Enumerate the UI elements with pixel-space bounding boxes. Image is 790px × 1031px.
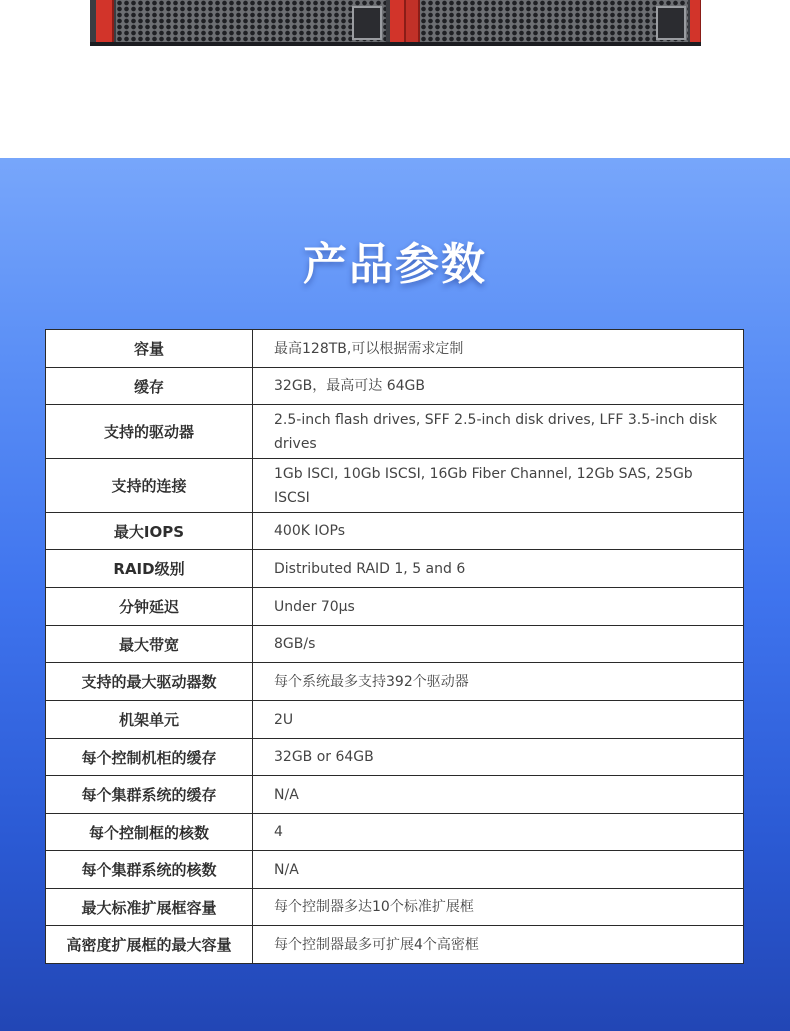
server-drive-bay-left xyxy=(116,0,386,42)
server-red-handle xyxy=(690,0,701,42)
spec-value: N/A xyxy=(253,776,744,814)
table-row xyxy=(46,626,744,663)
spec-value: 4 xyxy=(253,814,744,851)
spec-label: 每个控制机柜的缓存 xyxy=(46,739,253,776)
table-row xyxy=(46,926,744,964)
spec-value: 400K IOPs xyxy=(253,513,744,550)
table-row xyxy=(46,513,744,550)
table-row xyxy=(46,739,744,776)
spec-label: 容量 xyxy=(46,330,253,368)
spec-value: 2U xyxy=(253,701,744,739)
table-row xyxy=(46,368,744,405)
spec-label: 支持的连接 xyxy=(46,459,253,513)
section-title: 产品参数 xyxy=(303,239,487,290)
table-row xyxy=(46,776,744,814)
power-socket-icon xyxy=(656,6,686,40)
spec-label: 最大标准扩展框容量 xyxy=(46,889,253,926)
server-red-handle xyxy=(96,0,114,42)
spec-label: 支持的最大驱动器数 xyxy=(46,663,253,701)
spec-value: Distributed RAID 1, 5 and 6 xyxy=(253,550,744,588)
spec-table xyxy=(45,329,744,964)
table-row xyxy=(46,550,744,588)
server-drive-bay-right xyxy=(420,0,688,42)
spec-label: 每个控制框的核数 xyxy=(46,814,253,851)
spec-value: 最高128TB,可以根据需求定制 xyxy=(253,330,744,368)
table-row xyxy=(46,701,744,739)
spec-value: 32GB or 64GB xyxy=(253,739,744,776)
table-row xyxy=(46,588,744,626)
table-row xyxy=(46,814,744,851)
spec-value: 32GB，最高可达 64GB xyxy=(253,368,744,405)
table-row xyxy=(46,330,744,368)
power-socket-icon xyxy=(352,6,382,40)
spec-label: 分钟延迟 xyxy=(46,588,253,626)
server-red-handle xyxy=(390,0,406,42)
table-row xyxy=(46,851,744,889)
spec-label: 每个集群系统的缓存 xyxy=(46,776,253,814)
spec-label: 支持的驱动器 xyxy=(46,405,253,459)
table-row xyxy=(46,663,744,701)
spec-value: 每个系统最多支持392个驱动器 xyxy=(253,663,744,701)
spec-label: RAID级别 xyxy=(46,550,253,588)
spec-value: 每个控制器最多可扩展4个高密框 xyxy=(253,926,744,964)
spec-value: 每个控制器多达10个标准扩展框 xyxy=(253,889,744,926)
spec-value: Under 70μs xyxy=(253,588,744,626)
server-chassis-image xyxy=(90,0,701,46)
server-red-handle xyxy=(406,0,420,42)
spec-label: 最大带宽 xyxy=(46,626,253,663)
spec-value: 8GB/s xyxy=(253,626,744,663)
top-white-area xyxy=(0,0,790,158)
table-row xyxy=(46,405,744,459)
spec-value: N/A xyxy=(253,851,744,889)
spec-label: 最大IOPS xyxy=(46,513,253,550)
spec-label: 缓存 xyxy=(46,368,253,405)
table-row xyxy=(46,459,744,513)
spec-label: 每个集群系统的核数 xyxy=(46,851,253,889)
spec-value: 1Gb ISCI, 10Gb ISCSI, 16Gb Fiber Channel, 12Gb SAS, 25Gb ISCSI xyxy=(253,459,744,513)
server-base-edge xyxy=(90,42,701,46)
spec-label: 机架单元 xyxy=(46,701,253,739)
spec-label: 高密度扩展框的最大容量 xyxy=(46,926,253,964)
spec-value: 2.5-inch flash drives, SFF 2.5-inch disk drives, LFF 3.5-inch disk drives xyxy=(253,405,744,459)
table-row xyxy=(46,889,744,926)
